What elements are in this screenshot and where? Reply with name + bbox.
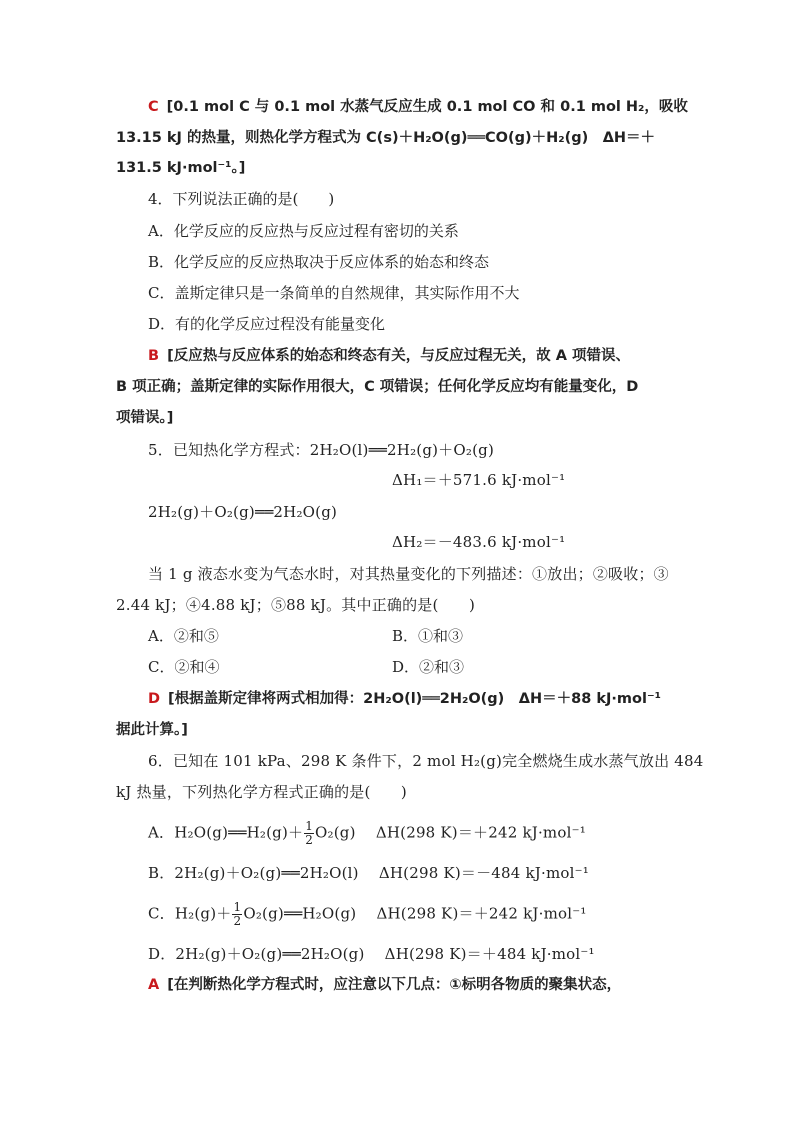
q6-answer-letter: A [148, 977, 160, 993]
q5-stem: 5．已知热化学方程式：2H₂O(l)══2H₂(g)＋O₂(g) [148, 441, 495, 459]
q3-answer-letter: C [148, 99, 159, 115]
q3-answer-line1: C [0.1 mol C 与 0.1 mol 水蒸气反应生成 0.1 mol CO 和 0.1 mol H₂，吸收 [148, 99, 688, 115]
q6-answer-line1: A [在判断热化学方程式时，应注意以下几点：①标明各物质的聚集状态， [148, 977, 622, 993]
q6-option-b: B．2H₂(g)＋O₂(g)══2H₂O(l) ΔH(298 K)＝－484 kJ·mol⁻¹ [148, 864, 589, 882]
q6-option-d: D．2H₂(g)＋O₂(g)══2H₂O(g) ΔH(298 K)＝＋484 kJ·mol⁻¹ [148, 945, 595, 963]
q5-option-c: C．②和④ [148, 658, 220, 676]
q5-answer-letter: D [148, 691, 161, 707]
q4-answer-letter: B [148, 348, 160, 364]
q4-option-b: B．化学反应的反应热取决于反应体系的始态和终态 [148, 253, 490, 271]
q5-equation-2: 2H₂(g)＋O₂(g)══2H₂O(g) [148, 503, 338, 521]
q4-answer-line2: B 项正确；盖斯定律的实际作用很大，C 项错误；任何化学反应均有能量变化，D [116, 379, 639, 395]
q5-delta-h1: ΔH₁＝＋571.6 kJ·mol⁻¹ [392, 471, 566, 489]
q5-line-a: 当 1 g 液态水变为气态水时，对其热量变化的下列描述：①放出；②吸收；③ [148, 565, 669, 583]
q5-delta-h2: ΔH₂＝－483.6 kJ·mol⁻¹ [392, 533, 566, 551]
q6-stem-line1: 6．已知在 101 kPa、298 K 条件下，2 mol H₂(g)完全燃烧生成水蒸气放出 484 [148, 752, 704, 770]
q4-answer-line1: B [反应热与反应体系的始态和终态有关，与反应过程无关，故 A 项错误、 [148, 348, 631, 364]
q5-answer-line1: D [根据盖斯定律将两式相加得：2H₂O(l)══2H₂O(g) ΔH＝＋88 kJ·mol⁻¹ [148, 691, 661, 707]
q5-answer-line2: 据此计算。] [116, 722, 188, 738]
q4-stem: 4．下列说法正确的是( ) [148, 190, 335, 208]
q3-answer-line2: 13.15 kJ 的热量，则热化学方程式为 C(s)＋H₂O(g)══CO(g)＋H₂(g) ΔH＝＋ [116, 130, 656, 146]
q5-option-b: B．①和③ [392, 627, 464, 645]
q4-option-c: C．盖斯定律只是一条简单的自然规律，其实际作用不大 [148, 284, 520, 302]
q4-answer-line3: 项错误。] [116, 410, 174, 426]
q5-option-a: A．②和⑤ [148, 627, 219, 645]
fraction-one-half: $\frac{1}{2}$ [233, 900, 242, 928]
q6-option-a: A．H₂O(g)══H₂(g)＋ $\frac{1}{2}$ O₂(g) ΔH(298 K)＝＋242 kJ·mol⁻¹ [148, 819, 586, 847]
q6-option-c: C．H₂(g)＋ $\frac{1}{2}$ O₂(g)══H₂O(g) ΔH(298 K)＝＋242 kJ·mol⁻¹ [148, 900, 587, 928]
q4-option-a: A．化学反应的反应热与反应过程有密切的关系 [148, 222, 459, 240]
q3-answer-line3: 131.5 kJ·mol⁻¹。] [116, 160, 246, 176]
fraction-one-half: $\frac{1}{2}$ [305, 819, 314, 847]
q6-stem-line2: kJ 热量，下列热化学方程式正确的是( ) [116, 783, 407, 801]
q4-option-d: D．有的化学反应过程没有能量变化 [148, 315, 386, 333]
q5-option-d: D．②和③ [392, 658, 465, 676]
q5-line-b: 2.44 kJ；④4.88 kJ；⑤88 kJ。其中正确的是( ) [116, 596, 476, 614]
